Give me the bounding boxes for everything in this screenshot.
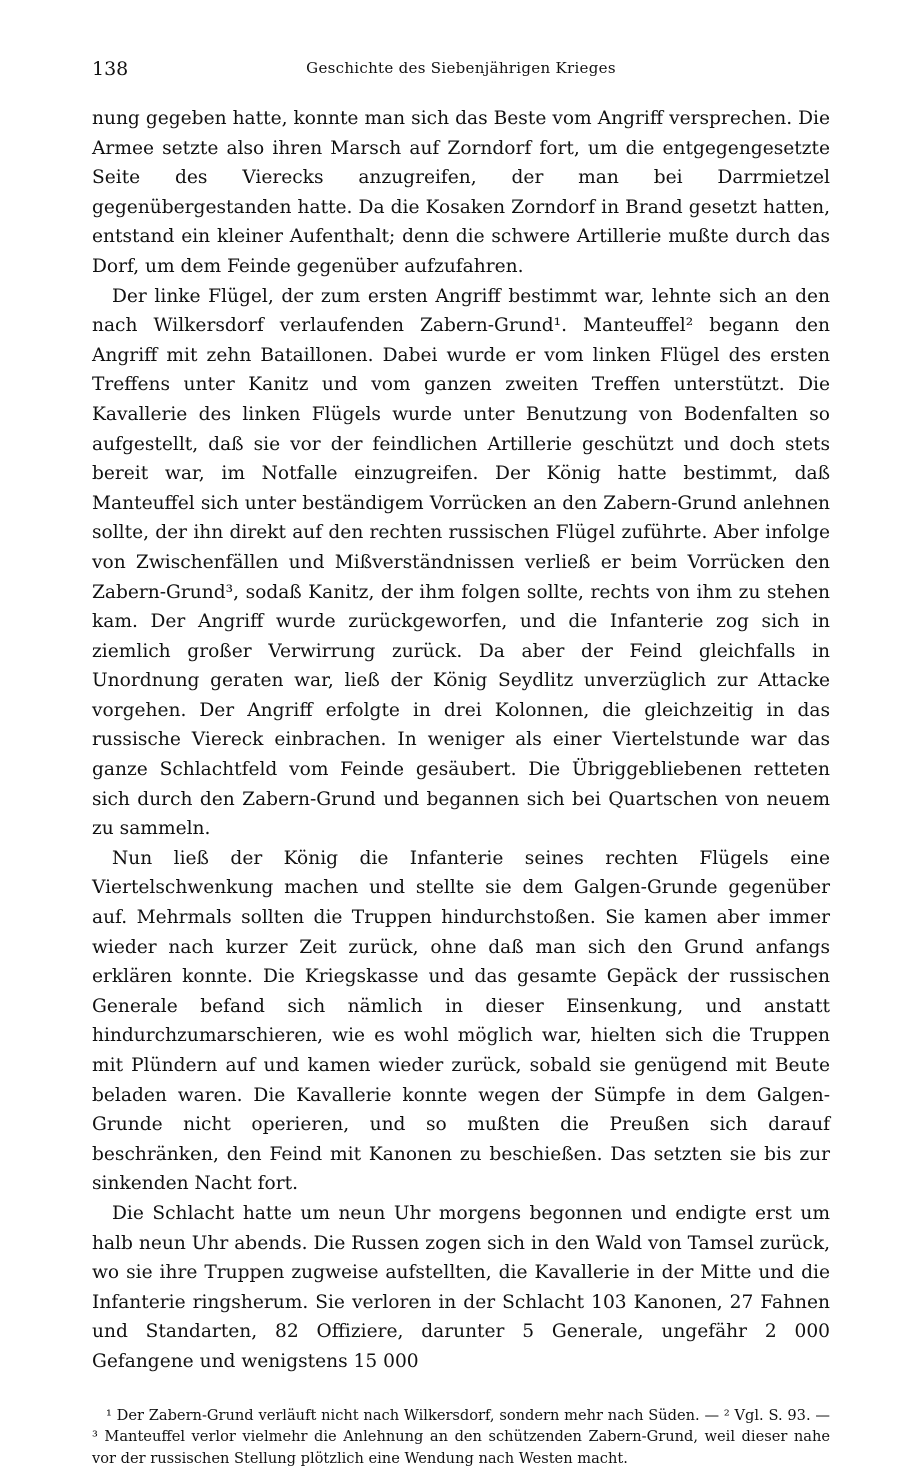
- page-number: 138: [92, 58, 129, 80]
- footnotes: [92, 1405, 830, 1469]
- body-text: [92, 104, 830, 1377]
- running-title: Geschichte des Siebenjährigen Krieges: [306, 59, 616, 77]
- paragraph-3: Nun ließ der König die Infanterie seines rechten Flügels eine Viertelschwenkung machen und stellte sie dem Galgen-Grunde gegenüber auf. Mehrmals sollten die Truppen hindurchstoßen. Sie kamen aber immer wieder nach kurzer Zeit zurück, ohne daß man sich den Grund anfangs erklären konnte. Die Kriegskasse und das gesamte Gepäck der russischen Generale befand sich nämlich in dieser Einsenkung, und anstatt hindurchzumarschieren, wie es wohl möglich war, hielten sich die Truppen mit Plündern auf und kamen wieder zurück, sobald sie genügend mit Beute beladen waren. Die Kavallerie konnte wegen der Sümpfe in dem Galgen-Grunde nicht operieren, und so mußten die Preußen sich darauf beschränken, den Feind mit Kanonen zu beschießen. Das setzten sie bis zur sinkenden Nacht fort.: [92, 847, 830, 1195]
- page-header: [92, 48, 830, 84]
- book-page: [92, 48, 830, 1469]
- paragraph-2: Der linke Flügel, der zum ersten Angriff bestimmt war, lehnte sich an den nach Wilkersdorf verlaufenden Zabern-Grund¹. Manteuffel² begann den Angriff mit zehn Bataillonen. Dabei wurde er vom linken Flügel des ersten Treffens unter Kanitz und vom ganzen zweiten Treffen unterstützt. Die Kavallerie des linken Flügels wurde unter Benutzung von Bodenfalten so aufgestellt, daß sie vor der feindlichen Artillerie geschützt und doch stets bereit war, im Notfalle einzugreifen. Der König hatte bestimmt, daß Manteuffel sich unter beständigem Vorrücken an den Zabern-Grund anlehnen sollte, der ihn direkt auf den rechten russischen Flügel zuführte. Aber infolge von Zwischenfällen und Mißverständnissen verließ er beim Vorrücken den Zabern-Grund³, sodaß Kanitz, der ihm folgen sollte, rechts von ihm zu stehen kam. Der Angriff wurde zurückgeworfen, und die Infanterie zog sich in ziemlich großer Verwirrung zurück. Da aber der Feind gleichfalls in Unordnung geraten war, ließ der König Seydlitz unverzüglich zur Attacke vorgehen. Der Angriff erfolgte in drei Kolonnen, die gleichzeitig in das russische Viereck einbrachen. In weniger als einer Viertelstunde war das ganze Schlachtfeld vom Feinde gesäubert. Die Übriggebliebenen retteten sich durch den Zabern-Grund und begannen sich bei Quartschen von neuem zu sammeln.: [92, 285, 830, 840]
- paragraph-4: Die Schlacht hatte um neun Uhr morgens begonnen und endigte erst um halb neun Uhr abends. Die Russen zogen sich in den Wald von Tamsel zurück, wo sie ihre Truppen zugweise aufstellten, die Kavallerie in der Mitte und die Infanterie ringsherum. Sie verloren in der Schlacht 103 Kanonen, 27 Fahnen und Standarten, 82 Offiziere, darunter 5 Generale, ungefähr 2 000 Gefangene und wenigstens 15 000: [92, 1202, 830, 1372]
- footnote-text: ¹ Der Zabern-Grund verläuft nicht nach Wilkersdorf, sondern mehr nach Süden. — ² Vgl. S. 93. — ³ Manteuffel verlor vielmehr die Anlehnung an den schützenden Zabern-Grund, weil dieser nahe vor der russischen Stellung plötzlich eine Wendung nach Westen macht.: [92, 1406, 830, 1467]
- paragraph-1: nung gegeben hatte, konnte man sich das Beste vom Angriff versprechen. Die Armee setzte also ihren Marsch auf Zorndorf fort, um die entgegengesetzte Seite des Vierecks anzugreifen, der man bei Darrmietzel gegenübergestanden hatte. Da die Kosaken Zorndorf in Brand gesetzt hatten, entstand ein kleiner Aufenthalt; denn die schwere Artillerie mußte durch das Dorf, um dem Feinde gegenüber aufzufahren.: [92, 108, 830, 277]
